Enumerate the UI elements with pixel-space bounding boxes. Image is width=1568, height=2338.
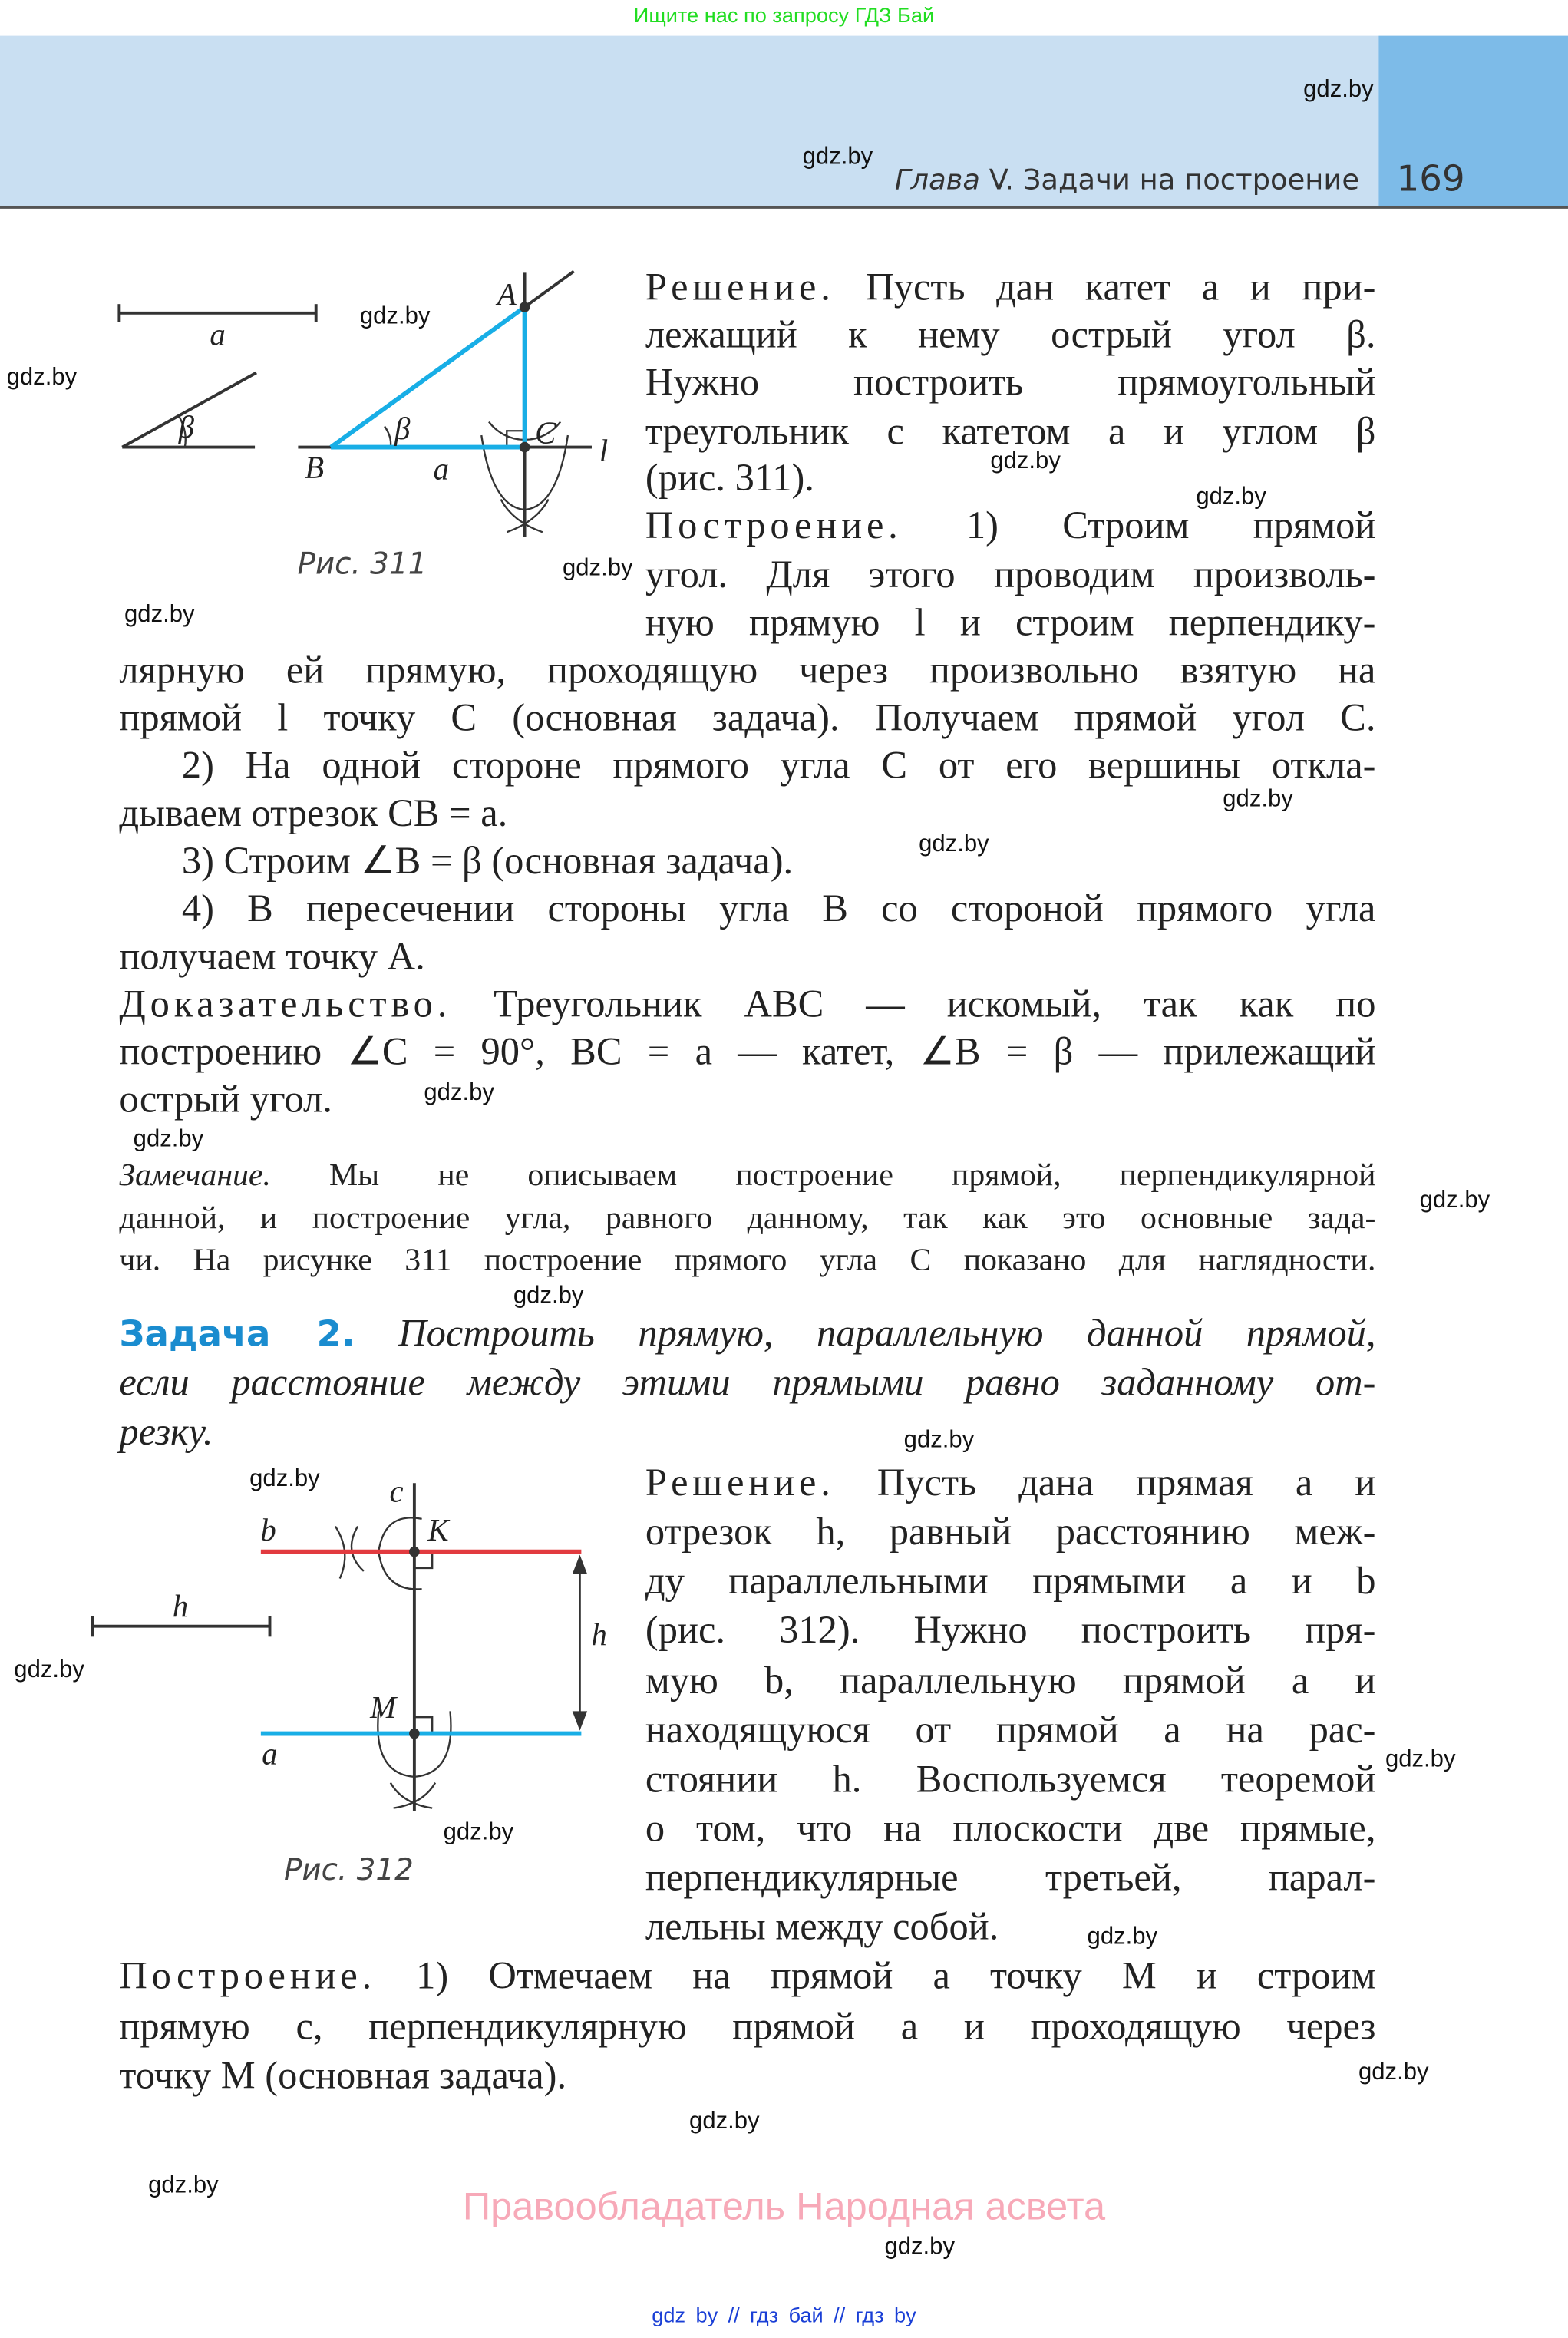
text-line: точку M (основная задача). xyxy=(119,2054,567,2098)
label-h-distance: h xyxy=(591,1616,607,1653)
text-line: ную прямую l и строим перпендику- xyxy=(645,600,1376,644)
label-beta: β xyxy=(394,411,411,447)
chapter-prefix: Глава xyxy=(894,163,981,197)
text-line: получаем точку A. xyxy=(119,934,425,978)
text-line: находящуюся от прямой a на рас- xyxy=(645,1708,1376,1752)
text-line: прямую c, перпендикулярную прямой a и проходящую через xyxy=(119,2004,1376,2049)
label-l: l xyxy=(599,433,609,469)
watermark: gdz.by xyxy=(513,1283,584,1309)
watermark: gdz.by xyxy=(689,2108,760,2135)
text-segment: Построить прямую, параллельную данной прямой, xyxy=(355,1311,1376,1356)
text-line: отрезок h, равный расстоянию меж- xyxy=(645,1510,1376,1554)
watermark: gdz.by xyxy=(14,1657,84,1683)
point-m xyxy=(409,1729,420,1739)
top-search-note[interactable]: Ищите нас по запросу ГДЗ Бай xyxy=(633,2,935,27)
text-line: 4) В пересечении стороны угла B со стороной прямого угла xyxy=(181,887,1376,930)
label-B: B xyxy=(305,449,325,486)
figure-311-caption: Рис. 311 xyxy=(297,545,427,582)
watermark: gdz.by xyxy=(1419,1187,1490,1214)
text-segment: Треугольник ABC — искомый, так как по xyxy=(451,982,1376,1026)
heading-solution: Решение. xyxy=(645,265,835,309)
watermark: gdz.by xyxy=(359,304,431,330)
label-K: K xyxy=(427,1512,449,1548)
label-a: a xyxy=(433,451,450,487)
remark-label: Замечание. xyxy=(119,1156,271,1193)
watermark: gdz.by xyxy=(1087,1924,1158,1950)
page-number: 169 xyxy=(1396,157,1465,200)
remark-line: данной, и построение угла, равного данному, так как это основные зада- xyxy=(119,1200,1376,1236)
text-line: (рис. 311). xyxy=(645,456,814,500)
text-line: стоянии h. Воспользуемся теоремой xyxy=(645,1757,1376,1801)
watermark: gdz.by xyxy=(990,448,1061,474)
task-label: Задача 2. xyxy=(119,1313,355,1356)
copyright-owner: Правообладатель Народная асвета xyxy=(462,2184,1106,2229)
text-line: дываем отрезок CB = a. xyxy=(119,791,508,835)
watermark: gdz.by xyxy=(903,1428,975,1454)
watermark: gdz.by xyxy=(1358,2059,1429,2085)
text-line: лежащий к нему острый угол β. xyxy=(645,312,1376,357)
watermark: gdz.by xyxy=(249,1466,320,1492)
heading-solution: Решение. xyxy=(645,1461,835,1504)
text-line: перпендикулярные третьей, парал- xyxy=(645,1855,1376,1900)
watermark: gdz.by xyxy=(124,602,195,628)
heading-construction: Построение. xyxy=(119,1953,377,1998)
watermark: gdz.by xyxy=(919,831,989,857)
watermark: gdz.by xyxy=(133,1127,204,1153)
text-line xyxy=(119,1954,1375,2005)
label-b: b xyxy=(260,1512,276,1548)
text-segment: 1) Отмечаем на прямой a точку M и строим xyxy=(376,1953,1376,1998)
text-line: 3) Строим ∠B = β (основная задача). xyxy=(181,839,794,883)
text-line: угол. Для этого проводим произволь- xyxy=(645,553,1376,596)
text-line: построению ∠C = 90°, BC = a — катет, ∠B = β — прилежащий xyxy=(119,1029,1376,1074)
label-h-segment: h xyxy=(172,1588,189,1624)
text-line: 2) На одной стороне прямого угла C от его вершины откла- xyxy=(181,744,1376,788)
watermark: gdz.by xyxy=(802,144,873,170)
text-line: Нужно построить прямоугольный xyxy=(645,360,1376,405)
label-c: c xyxy=(389,1473,404,1510)
text-line: острый угол. xyxy=(119,1078,332,1121)
label-a-line: a xyxy=(262,1735,278,1772)
text-line: лельны между собой. xyxy=(645,1904,999,1949)
text-line: ду параллельными прямыми a и b xyxy=(645,1559,1376,1603)
text-segment: Пусть дана прямая a и xyxy=(834,1461,1376,1504)
heading-construction: Построение. xyxy=(645,504,903,547)
watermark: gdz.by xyxy=(443,1820,514,1846)
footer-links[interactable]: gdz by // гдз бай // гдз by xyxy=(652,2303,916,2327)
watermark: gdz.by xyxy=(424,1080,494,1106)
text-segment: Пусть дан катет a и при- xyxy=(834,265,1376,309)
chapter-name: V. Задачи на построение xyxy=(989,163,1360,197)
watermark: gdz.by xyxy=(1385,1747,1456,1773)
remark-line: чи. На рисунке 311 построение прямого угла C показано для наглядности. xyxy=(119,1241,1376,1278)
task-line: если расстояние между этими прямыми равно заданному от- xyxy=(119,1361,1376,1405)
watermark: gdz.by xyxy=(6,365,78,391)
label-beta-given: β xyxy=(178,409,194,445)
watermark: gdz.by xyxy=(1196,484,1266,510)
watermark: gdz.by xyxy=(148,2173,219,2199)
text-line: (рис. 312). Нужно построить пря- xyxy=(645,1608,1376,1652)
watermark: gdz.by xyxy=(884,2234,955,2260)
figure-312-caption: Рис. 312 xyxy=(283,1851,414,1887)
text-segment: 1) Строим прямой xyxy=(902,504,1376,547)
text-line: мую b, параллельную прямой a и xyxy=(645,1659,1376,1702)
watermark: gdz.by xyxy=(1303,77,1374,103)
label-M: M xyxy=(370,1689,397,1725)
watermark: gdz.by xyxy=(562,556,633,582)
text-line: о том, что на плоскости две прямые, xyxy=(645,1806,1376,1851)
text-line: прямой l точку C (основная задача). Получаем прямой угол C. xyxy=(119,695,1376,740)
label-a-segment: a xyxy=(210,316,226,353)
label-C: C xyxy=(535,414,556,451)
text-segment: Мы не описываем построение прямой, перпендикулярной xyxy=(270,1156,1376,1193)
text-line: лярную ей прямую, проходящую через произвольно взятую на xyxy=(119,648,1376,692)
label-A: A xyxy=(497,276,517,312)
watermark: gdz.by xyxy=(1223,787,1293,813)
text-line xyxy=(645,1461,1376,1511)
task-line: резку. xyxy=(119,1410,213,1454)
text-line: треугольник с катетом a и углом β xyxy=(645,410,1376,454)
heading-proof: Доказательство. xyxy=(119,982,452,1026)
point-k xyxy=(409,1547,420,1557)
